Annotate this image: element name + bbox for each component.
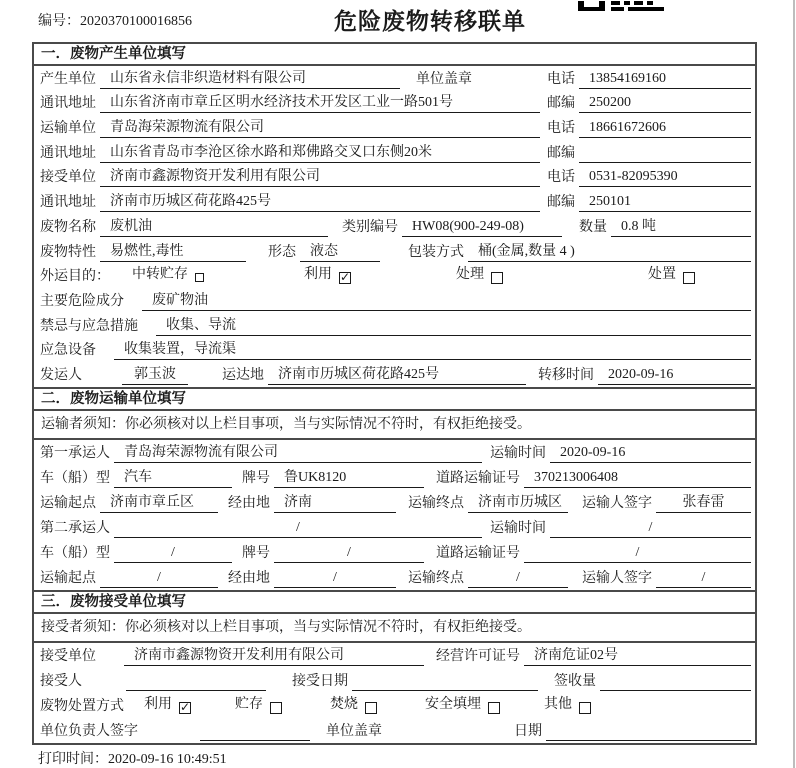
destination-field: 济南市历城区荷花路425号	[268, 366, 526, 385]
transport-time2-field: /	[550, 519, 751, 538]
seal-date-field	[546, 723, 751, 741]
waste-category-label: 类别编号	[342, 219, 398, 235]
hazard-component-label: 主要危险成分	[40, 293, 124, 309]
row-accept-unit	[34, 643, 755, 668]
road-license2-field: /	[524, 544, 751, 563]
disposal-option-incinerate	[330, 696, 377, 716]
purpose-option-dispose	[648, 266, 695, 286]
carrier-address-label: 通讯地址	[40, 145, 96, 161]
accept-unit-label: 接受单位	[40, 648, 96, 664]
carrier-address-field: 山东省青岛市李沧区徐水路和郑佛路交叉口东侧20米	[100, 144, 540, 163]
row-producer-address	[34, 91, 755, 116]
receiver-zip-label: 邮编	[547, 195, 575, 211]
disposal-option-utilize-label: 利用	[144, 696, 172, 712]
disposal-option-storage-label: 贮存	[235, 696, 263, 712]
row-first-carrier	[34, 440, 755, 465]
form-title: 危险废物转移联单	[334, 9, 526, 34]
destination-label: 运达地	[222, 367, 264, 383]
section3-body	[34, 643, 755, 743]
producer-phone-field: 13854169160	[579, 70, 751, 89]
row-emergency-equipment	[34, 338, 755, 363]
receiver-unit-label: 接受单位	[40, 170, 96, 186]
dispatcher-label: 发运人	[40, 367, 82, 383]
road-license2-label: 道路运输证号	[436, 545, 520, 561]
checkbox-icon	[195, 273, 204, 282]
taboo-measures-label: 禁忌与应急措施	[40, 318, 138, 334]
checkbox-icon	[683, 272, 695, 284]
emergency-equipment-label: 应急设备	[40, 343, 96, 359]
vehicle-type-label: 车（船）型	[40, 470, 110, 486]
section2-header: 二．废物运输单位填写	[34, 387, 755, 411]
packing-field: 桶(金属,数量 4 )	[468, 243, 751, 262]
route-start-field: 济南市章丘区	[100, 494, 218, 513]
accept-date-field	[352, 673, 538, 691]
waste-form-label: 形态	[268, 244, 296, 260]
receiver-phone-label: 电话	[547, 170, 575, 186]
dispatcher-field: 郭玉波	[122, 366, 188, 385]
route-end2-label: 运输终点	[408, 570, 464, 586]
producer-phone-label: 电话	[547, 71, 575, 87]
row-receiver-address	[34, 189, 755, 214]
plate-number-field: 鲁UK8120	[274, 469, 424, 488]
second-carrier-field: /	[114, 519, 482, 538]
received-qty-field	[600, 673, 751, 691]
transport-time-field: 2020-09-16	[550, 444, 751, 463]
route-start2-label: 运输起点	[40, 570, 96, 586]
section2-notice: 运输者须知：你必须核对以上栏目事项，当与实际情况不符时，有权拒绝接受。	[34, 411, 755, 440]
row-taboo-measures	[34, 313, 755, 338]
vehicle-type2-label: 车（船）型	[40, 545, 110, 561]
page-edge-line	[793, 0, 795, 768]
qr-code-fragment-icon	[578, 0, 664, 10]
row-first-route	[34, 490, 755, 515]
waste-character-field: 易燃性,毒性	[100, 243, 246, 262]
carrier-sign2-field: /	[656, 569, 751, 588]
checkbox-checked-icon	[339, 272, 351, 284]
disposal-option-landfill	[425, 696, 500, 716]
purpose-option-transit-storage	[132, 266, 204, 286]
checkbox-icon	[270, 702, 282, 714]
waste-qty-field: 0.8 吨	[611, 218, 751, 237]
row-carrier-unit	[34, 115, 755, 140]
hazard-component-field: 废矿物油	[142, 292, 751, 311]
producer-address-field: 山东省济南市章丘区明水经济技术开发区工业一路501号	[100, 94, 540, 113]
transfer-purpose-label: 外运目的：	[40, 269, 110, 285]
route-via-field: 济南	[274, 494, 396, 513]
row-receiver-unit	[34, 165, 755, 190]
emergency-equipment-field: 收集装置，导流渠	[114, 341, 751, 360]
route-end2-field: /	[468, 569, 568, 588]
route-via-label: 经由地	[228, 495, 270, 511]
row-dispatch	[34, 362, 755, 387]
vehicle-type2-field: /	[114, 544, 232, 563]
producer-field: 山东省永信非织造材料有限公司	[100, 70, 400, 89]
section3-header: 三．废物接受单位填写	[34, 590, 755, 614]
section3-notice: 接受者须知：你必须核对以上栏目事项，当与实际情况不符时，有权拒绝接受。	[34, 614, 755, 643]
permit-number-label: 经营许可证号	[436, 648, 520, 664]
accept-date-label: 接受日期	[292, 673, 348, 689]
route-start2-field: /	[100, 569, 218, 588]
route-end-label: 运输终点	[408, 495, 464, 511]
carrier-unit-field: 青岛海荣源物流有限公司	[100, 119, 540, 138]
waste-form-field: 液态	[300, 243, 380, 262]
waste-name-label: 废物名称	[40, 219, 96, 235]
producer-zip-field: 250200	[579, 94, 751, 113]
transfer-time-label: 转移时间	[538, 367, 594, 383]
acceptor-field	[126, 673, 266, 691]
transfer-time-field: 2020-09-16	[598, 366, 751, 385]
disposal-option-other-label: 其他	[544, 696, 572, 712]
row-responsible-sign	[34, 718, 755, 743]
first-carrier-label: 第一承运人	[40, 445, 110, 461]
row-disposal-method	[34, 693, 755, 718]
waste-name-field: 废机油	[100, 218, 328, 237]
disposal-option-landfill-label: 安全填埋	[425, 696, 481, 712]
seal-date-label: 日期	[514, 723, 542, 739]
disposal-option-utilize	[144, 696, 191, 716]
print-time-label: 打印时间：	[38, 752, 108, 767]
carrier-phone-label: 电话	[547, 121, 575, 137]
first-carrier-field: 青岛海荣源物流有限公司	[114, 444, 482, 463]
row-carrier-address	[34, 140, 755, 165]
checkbox-checked-icon	[179, 699, 191, 714]
checkbox-icon	[491, 272, 503, 284]
section1-header: 一．废物产生单位填写	[34, 44, 755, 66]
transport-time-label: 运输时间	[490, 445, 546, 461]
row-waste-name	[34, 214, 755, 239]
responsible-sign-label: 单位负责人签字	[40, 723, 138, 739]
producer-label: 产生单位	[40, 71, 96, 87]
serial-label: 编号：	[38, 14, 80, 29]
section2-body	[34, 440, 755, 590]
carrier-sign-label: 运输人签字	[582, 495, 652, 511]
checkmark-icon: ✓	[179, 699, 191, 714]
checkbox-icon	[488, 702, 500, 714]
receiver-phone-field: 0531-82095390	[579, 168, 751, 187]
road-license-label: 道路运输证号	[436, 470, 520, 486]
carrier-sign2-label: 运输人签字	[582, 570, 652, 586]
plate-number2-field: /	[274, 544, 424, 563]
disposal-option-other	[544, 696, 591, 716]
row-first-vehicle	[34, 465, 755, 490]
purpose-option-utilize	[304, 266, 351, 286]
row-waste-character	[34, 239, 755, 264]
route-via2-field: /	[274, 569, 396, 588]
row-acceptor	[34, 668, 755, 693]
permit-number-field: 济南危证02号	[524, 647, 751, 666]
serial-number	[38, 10, 192, 30]
receiver-address-label: 通讯地址	[40, 195, 96, 211]
producer-address-label: 通讯地址	[40, 96, 96, 112]
waste-qty-label: 数量	[579, 219, 607, 235]
accept-unit-field: 济南市鑫源物资开发利用有限公司	[124, 647, 424, 666]
packing-label: 包装方式	[408, 244, 464, 260]
waste-category-field: HW08(900-249-08)	[402, 218, 562, 237]
row-transfer-purpose	[34, 264, 755, 289]
disposal-method-label: 废物处置方式	[40, 698, 124, 714]
purpose-option-dispose-label: 处置	[648, 267, 676, 283]
purpose-option-treat-label: 处理	[456, 267, 484, 283]
waste-character-label: 废物特性	[40, 244, 96, 260]
disposal-option-storage	[235, 696, 282, 716]
route-via2-label: 经由地	[228, 570, 270, 586]
checkbox-icon	[579, 702, 591, 714]
disposal-option-incinerate-label: 焚烧	[330, 696, 358, 712]
checkbox-icon	[365, 702, 377, 714]
purpose-option-treat	[456, 266, 503, 286]
route-start-label: 运输起点	[40, 495, 96, 511]
carrier-unit-label: 运输单位	[40, 121, 96, 137]
row-second-carrier	[34, 515, 755, 540]
row-producer	[34, 66, 755, 91]
print-time-value: 2020-09-16 10:49:51	[108, 752, 227, 767]
producer-seal-label: 单位盖章	[416, 71, 472, 87]
row-second-route	[34, 565, 755, 590]
route-end-field: 济南市历城区	[468, 494, 568, 513]
unit-seal-label: 单位盖章	[326, 723, 382, 739]
carrier-zip-field	[579, 145, 751, 163]
form-table	[32, 42, 757, 745]
purpose-option-transit-storage-label: 中转贮存	[132, 267, 188, 283]
purpose-option-utilize-label: 利用	[304, 267, 332, 283]
second-carrier-label: 第二承运人	[40, 520, 110, 536]
print-time	[38, 748, 227, 768]
responsible-sign-field	[200, 723, 310, 741]
carrier-sign-field: 张春雷	[656, 494, 751, 513]
taboo-measures-field: 收集、导流	[156, 317, 751, 336]
road-license-field: 370213006408	[524, 469, 751, 488]
vehicle-type-field: 汽车	[114, 469, 232, 488]
row-hazard-component	[34, 288, 755, 313]
acceptor-label: 接受人	[40, 673, 82, 689]
row-second-vehicle	[34, 540, 755, 565]
received-qty-label: 签收量	[554, 673, 596, 689]
carrier-phone-field: 18661672606	[579, 119, 751, 138]
transport-time2-label: 运输时间	[490, 520, 546, 536]
carrier-zip-label: 邮编	[547, 145, 575, 161]
section1-body	[34, 66, 755, 387]
checkmark-icon: ✓	[339, 270, 351, 285]
receiver-address-field: 济南市历城区荷花路425号	[100, 193, 540, 212]
producer-zip-label: 邮编	[547, 96, 575, 112]
serial-value: 2020370100016856	[80, 14, 192, 29]
plate-number2-label: 牌号	[242, 545, 270, 561]
receiver-zip-field: 250101	[579, 193, 751, 212]
receiver-unit-field: 济南市鑫源物资开发利用有限公司	[100, 168, 540, 187]
plate-number-label: 牌号	[242, 470, 270, 486]
